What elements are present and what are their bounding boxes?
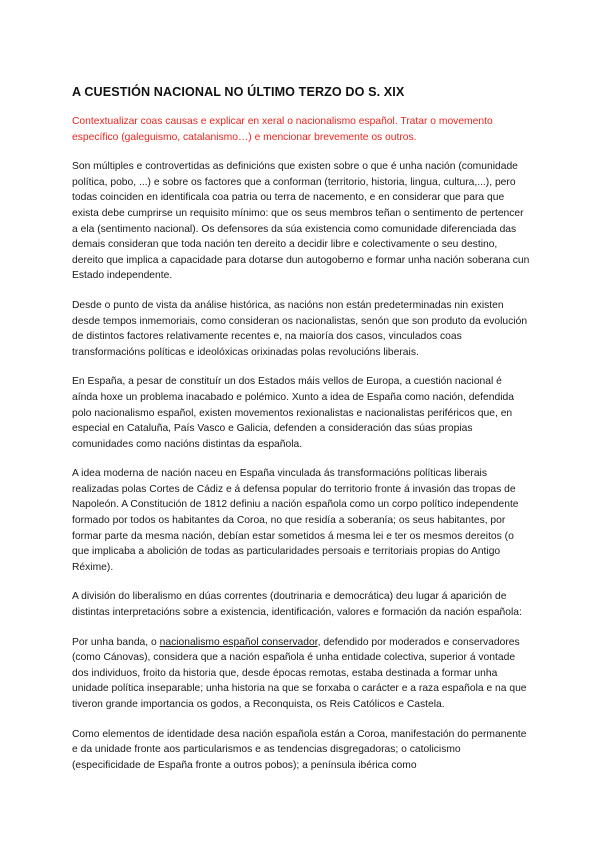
paragraph-7: Como elementos de identidade desa nación española están a Coroa, manifestación do permanente e da unidade fronte aos particularismos e as tendencias disgregadoras; o catolicismo (especificidade de España fronte a outros pobos); a península ibérica como — [72, 728, 527, 771]
paragraph-6-prefix: Por unha banda, o — [72, 636, 160, 648]
paragraph-1: Son múltiples e controvertidas as definicións que existen sobre o que é unha nación (comunidade política, pobo, ...) e sobre os factores que a conforman (territorio, historia, lingua, cultura,...), pero todas coinciden en identificala coa patria ou terra de nacemento, e en considerar que para que exista debe cumprirse un requisito mínimo: que os seus membros teñan o sentimento de pertencer a ela (sentimento nacional). Os defensores da súa existencia como comunidade diferenciada das demais consideran que toda nación ten dereito a decidir libre e colectivamente o seu destino, dereito que implica a capacidade para dotarse dun autogoberno e formar unha nación soberana cun Estado independente. — [72, 161, 530, 282]
paragraph-2: Desde o punto de vista da análise histórica, as nacións non están predeterminadas nin existen desde tempos inmemoriais, como consideran os nacionalistas, senón que son produto da evolución de distintos factores relativamente recentes e, na maioría dos casos, vinculados coas transformacións políticas e ideolóxicas orixinadas polas revolucións liberais. — [72, 299, 528, 358]
instruction-text: Contextualizar coas causas e explicar en xeral o nacionalismo español. Tratar o movemento específico (galeguismo, catalanismo…) e mencionar brevemente os outros. — [72, 116, 493, 143]
paragraph-4: A idea moderna de nación naceu en España vinculada ás transformacións políticas liberais realizadas polas Cortes de Cádiz e á defensa popular do territorio fronte á invasión das tropas de Napoleón. A Constitución de 1812 definiu a nación española como un corpo político independente formado por todos os habitantes da Coroa, no que residía a soberanía; os seus habitantes, por formar parte da mesma nación, debían estar sometidos á mesma lei e ter os mesmos dereitos (o que implicaba a abolición de todas as particularidades persoais e territoriais propias do Antigo Réxime). — [72, 468, 519, 573]
document-page — [72, 84, 530, 787]
paragraph-6-suffix: , defendido por moderados e conservadores (como Cánovas), considera que a nación española é unha entidade colectiva, superior á vontade dos individuos, froito da historia que, desde épocas remotas, estaba destinada a formar unha unidade política inseparable; unha historia na que se forxaba o carácter e a raza española e na que tiveron grande importancia os godos, a Reconquista, os Reis Católicos e Castela. — [72, 636, 527, 710]
document-title: A CUESTIÓN NACIONAL NO ÚLTIMO TERZO DO S. XIX — [72, 85, 405, 99]
paragraph-6 — [72, 635, 530, 713]
paragraph-3: En España, a pesar de constituír un dos Estados máis vellos de Europa, a cuestión nacional é aínda hoxe un problema inacabado e polémico. Xunto a idea de España como nación, defendida polo nacionalismo español, existen movementos rexionalistas e nacionalistas periféricos que, en especial en Cataluña, País Vasco e Galicia, defenden a consideración das súas propias comunidades como nacións distintas da española. — [72, 376, 514, 450]
underlined-term: nacionalismo español conservador — [159, 636, 318, 648]
paragraph-5: A división do liberalismo en dúas correntes (doutrinaria e democrática) deu lugar á aparición de distintas interpretacións sobre a existencia, identificación, valores e formación da nación española: — [72, 591, 522, 619]
